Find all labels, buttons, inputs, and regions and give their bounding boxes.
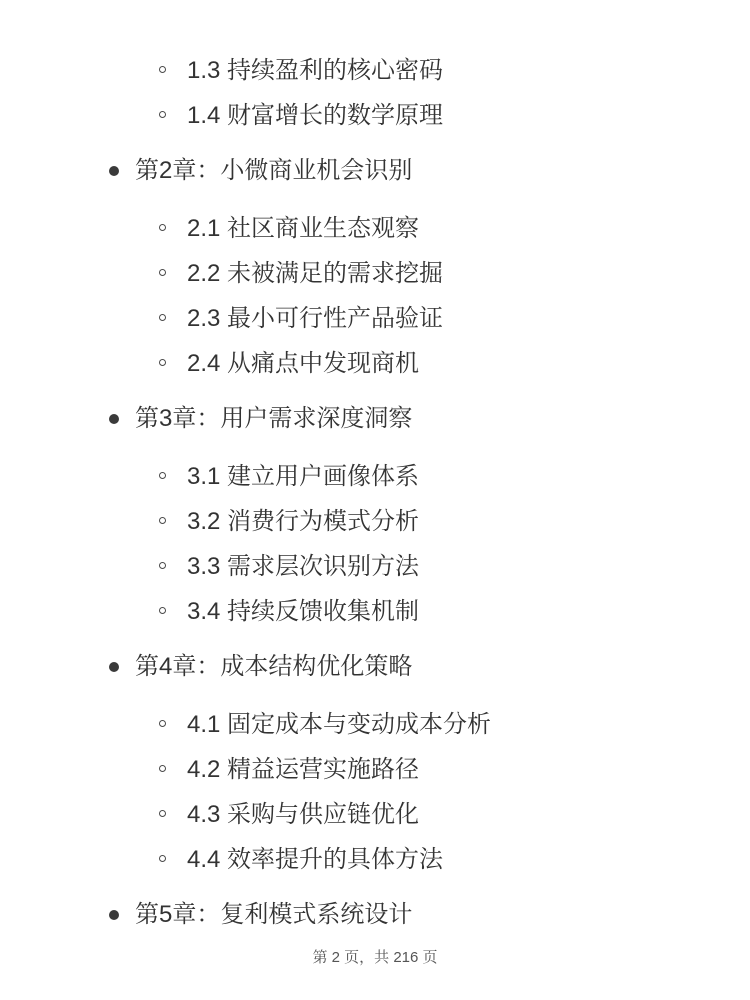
circle-bullet-icon [159, 66, 166, 73]
circle-bullet-icon [159, 855, 166, 862]
circle-bullet-icon [159, 562, 166, 569]
toc-chapter-4 [0, 650, 750, 877]
chapter-title: 第4章：成本结构优化策略 [135, 653, 413, 680]
toc-subitem-label: 1.4 财富增长的数学原理 [187, 102, 444, 129]
toc-subitem [0, 595, 750, 629]
toc-subitem-label: 3.1 建立用户画像体系 [187, 463, 420, 490]
circle-bullet-icon [159, 607, 166, 614]
toc-subitem-label: 3.2 消费行为模式分析 [187, 508, 420, 535]
chapter-3-subitems [0, 460, 750, 629]
chapter-title-line [0, 154, 750, 188]
toc-subitem [0, 302, 750, 336]
toc-subitem-label: 4.1 固定成本与变动成本分析 [187, 711, 492, 738]
toc-subitem [0, 798, 750, 832]
chapter-title: 第5章：复利模式系统设计 [135, 901, 413, 928]
disc-bullet-icon [109, 662, 119, 672]
toc-subitem-label: 3.3 需求层次识别方法 [187, 553, 420, 580]
table-of-contents [0, 154, 750, 932]
toc-subitem [0, 460, 750, 494]
chapter-title-line [0, 898, 750, 932]
disc-bullet-icon [109, 166, 119, 176]
chapter-title: 第2章：小微商业机会识别 [135, 157, 413, 184]
toc-subitem-label: 4.2 精益运营实施路径 [187, 756, 420, 783]
disc-bullet-icon [109, 910, 119, 920]
circle-bullet-icon [159, 810, 166, 817]
chapter-title-line [0, 402, 750, 436]
toc-subitem [0, 54, 750, 88]
toc-subitem [0, 257, 750, 291]
circle-bullet-icon [159, 472, 166, 479]
toc-subitem-label: 2.4 从痛点中发现商机 [187, 350, 420, 377]
chapter-2-subitems [0, 212, 750, 381]
circle-bullet-icon [159, 269, 166, 276]
toc-chapter-3 [0, 402, 750, 629]
disc-bullet-icon [109, 414, 119, 424]
page-number: 第 2 页，共 216 页 [312, 949, 438, 966]
circle-bullet-icon [159, 314, 166, 321]
toc-subitem-label: 4.3 采购与供应链优化 [187, 801, 420, 828]
toc-subitem [0, 753, 750, 787]
toc-subitem-label: 1.3 持续盈利的核心密码 [187, 57, 444, 84]
circle-bullet-icon [159, 517, 166, 524]
circle-bullet-icon [159, 359, 166, 366]
circle-bullet-icon [159, 720, 166, 727]
toc-chapter-5 [0, 898, 750, 932]
toc-subitem [0, 550, 750, 584]
toc-subitem [0, 99, 750, 133]
toc-subitem [0, 843, 750, 877]
toc-subitem [0, 212, 750, 246]
circle-bullet-icon [159, 765, 166, 772]
toc-chapter-2 [0, 154, 750, 381]
chapter-title-line [0, 650, 750, 684]
toc-subitem [0, 347, 750, 381]
toc-subitem [0, 708, 750, 742]
toc-subitem [0, 505, 750, 539]
toc-subitem-label: 3.4 持续反馈收集机制 [187, 598, 420, 625]
circle-bullet-icon [159, 224, 166, 231]
page-footer [0, 948, 750, 968]
chapter-title: 第3章：用户需求深度洞察 [135, 405, 413, 432]
circle-bullet-icon [159, 111, 166, 118]
chapter-1-subitems [0, 54, 750, 133]
toc-subitem-label: 4.4 效率提升的具体方法 [187, 846, 444, 873]
toc-subitem-label: 2.3 最小可行性产品验证 [187, 305, 444, 332]
toc-subitem-label: 2.2 未被满足的需求挖掘 [187, 260, 444, 287]
toc-subitem-label: 2.1 社区商业生态观察 [187, 215, 420, 242]
chapter-4-subitems [0, 708, 750, 877]
